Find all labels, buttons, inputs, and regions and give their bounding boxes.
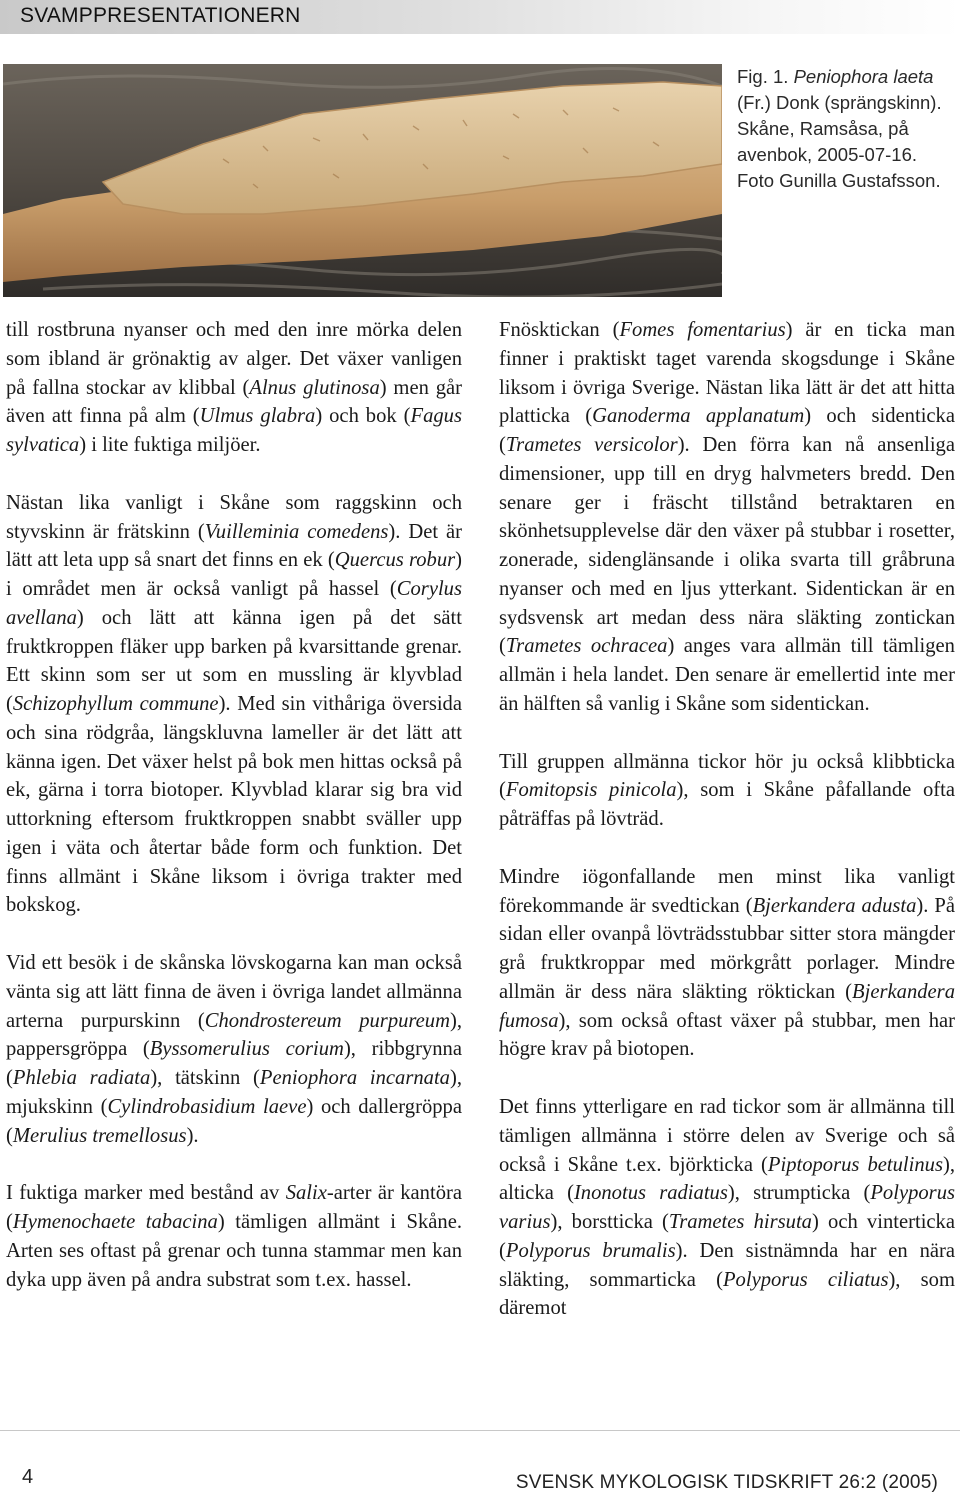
- paragraph: [499, 748, 955, 834]
- species-name: Polyporus brumalis: [505, 1239, 676, 1262]
- species-name: Ganoderma applanatum: [592, 405, 805, 428]
- species-name: Bjerkandera fumosa: [499, 980, 955, 1032]
- species-name: Fomes fomentarius: [619, 319, 786, 341]
- text-run: ) och lätt att känna igen på det sätt fruktkroppen fläker upp barken på kvarsittande grenar. Ett skinn som ser ut som en mussling är klyvblad (: [6, 606, 462, 715]
- text-run: ) och vinterticka (: [499, 1211, 955, 1262]
- species-name: Hymenochaete tabacina: [12, 1211, 218, 1233]
- text-run: ). Med sin vithåriga översida och sina rödgråa, längskluvna lameller är det lätt att känna igen. Det växer helst på bok men hittas också på ek, gärna i torra biotoper. Klyvblad klarar sig bra vid uttorkning eftersom fruktkroppen snabbt sväller upp igen i väta och återtar både form och funktion. Det finns allmänt i Skåne liksom i övriga trakter med bokskog.: [6, 693, 462, 917]
- species-name: Trametes ochracea: [505, 635, 668, 658]
- paragraph: [6, 1179, 462, 1294]
- footer-rule: [0, 1430, 960, 1431]
- caption-prefix: Fig. 1.: [737, 66, 794, 87]
- species-name: Phlebia radiata: [12, 1067, 151, 1089]
- species-name: Piptoporus betulinus: [767, 1153, 943, 1176]
- text-run: ), som också oftast växer på stubbar, men har högre krav på biotopen.: [499, 1009, 955, 1061]
- text-run: ). På sidan eller ovanpå lövträdsstubbar sitter stora mängder grå fruktkroppar med mörkgrått porlager. Mindre allmän är dess nära släkting röktickan (: [499, 894, 956, 1003]
- text-run: ), pappersgröppa (: [6, 1009, 462, 1061]
- running-header: SVAMPPRESENTATIONERN: [20, 4, 301, 27]
- text-run: ), som däremot: [499, 1268, 955, 1320]
- species-name: Polyporus varius: [499, 1182, 956, 1233]
- species-name: Polyporus ciliatus: [722, 1268, 889, 1291]
- figure-caption: [737, 64, 955, 194]
- text-run: ) men går även att finna på alm (: [6, 376, 462, 428]
- species-name: Peniophora incarnata: [259, 1067, 450, 1089]
- species-name: Trametes versicolor: [505, 434, 678, 456]
- caption-species: Peniophora laeta: [793, 66, 934, 87]
- paragraph: [6, 949, 462, 1150]
- species-name: Alnus glutinosa: [249, 376, 380, 399]
- text-run: ). Den sistnämnda har en nära släkting, sommarticka (: [499, 1239, 956, 1291]
- left-column: [6, 316, 462, 1294]
- text-run: ), ribbgrynna (: [6, 1038, 462, 1089]
- text-run: ), tätskinn (: [150, 1067, 260, 1089]
- text-run: Till gruppen allmänna tickor hör ju också klibbticka (: [499, 750, 955, 802]
- text-run: Fnösktickan (: [499, 319, 620, 341]
- paragraph: [499, 1093, 955, 1323]
- text-run: Det finns ytterligare en rad tickor som är allmänna till tämligen allmänna i större delen av Sverige och så också i Skåne t.ex. björkticka (: [499, 1096, 955, 1176]
- species-name: Merulius tremellosus: [12, 1124, 187, 1147]
- paragraph: [499, 316, 955, 719]
- text-run: ), som i Skåne påfallande ofta påträffas på lövträd.: [499, 779, 955, 830]
- paragraph: [499, 863, 955, 1064]
- text-run: ) är en ticka man finner i praktiskt taget varenda skogsdunge i Skåne liksom i övriga Sverige. Nästan lika lätt är det att hitta platticka (: [499, 319, 955, 428]
- species-name: Cylindrobasidium laeve: [107, 1095, 307, 1118]
- text-run: ), mjukskinn (: [6, 1067, 462, 1118]
- page-number: 4: [22, 1466, 34, 1488]
- species-name: Ulmus glabra: [199, 405, 316, 428]
- paragraph: [6, 316, 462, 460]
- species-name: Byssomerulius corium: [149, 1038, 344, 1061]
- text-run: -arter är kantöra (: [6, 1182, 462, 1233]
- text-run: ), strumpticka (: [727, 1182, 871, 1205]
- text-run: ) och dallergröppa (: [6, 1095, 462, 1147]
- text-run: I fuktiga marker med bestånd av: [6, 1182, 286, 1205]
- species-name: Trametes hirsuta: [668, 1211, 812, 1233]
- caption-text: (Fr.) Donk (sprängskinn). Skåne, Ramsåsa, på avenbok, 2005-07-16. Foto Gunilla Gustafsson.: [737, 92, 942, 191]
- species-name: Bjerkandera adusta: [752, 894, 917, 917]
- figure-photo: [3, 64, 722, 297]
- journal-title: SVENSK MYKOLOGISK TIDSKRIFT 26:2 (2005): [515, 1472, 938, 1493]
- species-name: Quercus robur: [334, 549, 456, 572]
- species-name: Chondrostereum purpureum: [204, 1009, 450, 1032]
- text-run: till rostbruna nyanser och med den inre mörka delen som ibland är grönaktig av alger. Det växer vanligen på fallna stockar av klibbal (: [6, 319, 462, 399]
- text-run: ). Det är lätt att leta upp så snart det finns en ek (: [6, 520, 462, 572]
- paragraph: [6, 489, 462, 920]
- text-run: ) och sidenticka (: [499, 405, 955, 456]
- species-name: Salix: [285, 1182, 327, 1205]
- text-run: Vid ett besök i de skånska lövskogarna kan man också vänta sig att lätt finna de även i övriga landet allmänna arterna purpurskinn (: [6, 952, 462, 1032]
- text-run: Nästan lika vanligt i Skåne som raggskinn och styvskinn är frätskinn (: [6, 491, 462, 543]
- species-name: Fomitopsis pinicola: [505, 779, 677, 802]
- text-run: ), borstticka (: [550, 1211, 669, 1233]
- text-run: ) anges vara allmän till tämligen allmän i hela landet. Den senare är emellertid inte mer än hälften så vanlig i Skåne som sidentickan.: [499, 635, 955, 715]
- text-run: ). Den förra kan nå ansenliga dimensioner, upp till en dryg halvmeters bredd. Den senare ger i fräscht tillstånd betraktaren en skönhetsupplevelse där den växer på stubbar i rosetter, zonerade, sidenglänsande i olika svarta till gråbruna nyanser och med en ljus ytterkant. Sidentickan är en sydsvensk art medan dess nära släkting zontickan (: [499, 434, 955, 658]
- text-run: Mindre iögonfallande men minst lika vanligt förekommande är svedtickan (: [499, 865, 955, 917]
- text-run: ) tämligen allmänt i Skåne. Arten ses oftast på grenar och tunna stammar men kan dyka upp även på andra substrat som t.ex. hassel.: [6, 1211, 462, 1291]
- text-run: ) i lite fuktiga miljöer.: [79, 434, 261, 456]
- text-run: ).: [186, 1124, 199, 1147]
- species-name: Corylus avellana: [6, 578, 462, 629]
- species-name: Schizophyllum commune: [12, 693, 219, 715]
- species-name: Vuilleminia comedens: [204, 520, 389, 543]
- species-name: Fagus sylvatica: [6, 405, 462, 456]
- text-run: ), alticka (: [499, 1153, 955, 1205]
- text-run: ) i området men är också vanligt på hassel (: [6, 549, 462, 600]
- text-run: ) och bok (: [315, 405, 411, 428]
- right-column: [499, 316, 955, 1323]
- species-name: Inonotus radiatus: [573, 1182, 728, 1205]
